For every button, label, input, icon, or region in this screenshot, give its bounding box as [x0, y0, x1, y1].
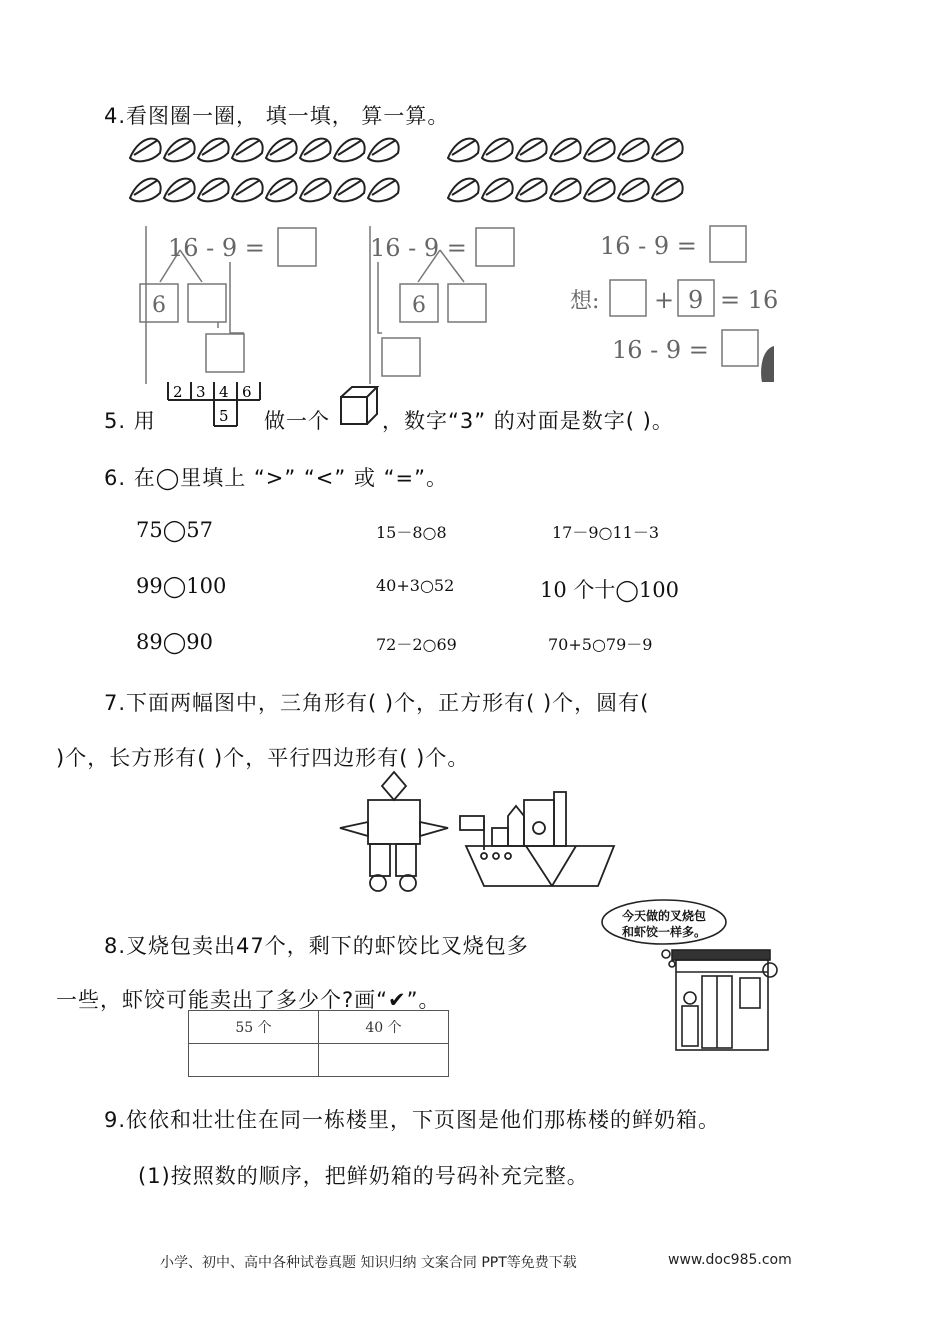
- answer-cell-40[interactable]: [319, 1044, 449, 1077]
- q7-line-2: )个，长方形有( )个，平行四边形有( )个。: [56, 746, 470, 770]
- q8-line-2: 一些，虾饺可能卖出了多少个?画“✔”。: [56, 988, 441, 1012]
- q4-eq3-think-result: = 16: [720, 286, 779, 314]
- net-face-2: 3: [196, 383, 206, 401]
- q4-eq3-text: 16 - 9 =: [600, 232, 697, 260]
- q6-title: 6. 在◯里填上 “>” “<” 或 “=”。: [104, 466, 448, 490]
- page-corner-shape: [761, 346, 774, 382]
- q9-line-1: 9.依依和壮壮住在同一栋楼里，下页图是他们那栋楼的鲜奶箱。: [104, 1108, 721, 1132]
- q6-item-3: 17－9○11－3: [552, 523, 660, 542]
- leaf-group-right: [448, 139, 683, 202]
- boat-square: [524, 800, 554, 846]
- q6-item-8: 72－2○69: [376, 635, 457, 654]
- q6-item-1: 75◯57: [136, 518, 213, 542]
- footer-url[interactable]: www.doc985.com: [668, 1252, 792, 1268]
- q4-eq3-again: 16 - 9 =: [612, 336, 709, 364]
- net-face-5: 5: [219, 407, 229, 425]
- q5-cube-net: [164, 380, 264, 430]
- q4-title: 4.看图圈一圈， 填一填， 算一算。: [104, 104, 450, 128]
- bubble-text-1: 今天做的叉烧包: [622, 909, 707, 923]
- q8-answer-table: [188, 1010, 449, 1077]
- q4-eq3-think-nine: 9: [688, 286, 704, 314]
- q4-eq1-box-a: 6: [152, 293, 166, 318]
- q4-eq1-text: 16 - 9 =: [168, 234, 265, 262]
- q4-eq3-think-plus: +: [654, 286, 675, 314]
- robot-left-wheel: [370, 875, 386, 891]
- q7-line-1: 7.下面两幅图中，三角形有( )个，正方形有( )个，圆有(: [104, 691, 650, 715]
- q5-middle: 做一个: [264, 409, 330, 433]
- q8-shop-illustration: [600, 898, 790, 1054]
- robot-right-wheel: [400, 875, 416, 891]
- net-face-1: 2: [173, 383, 183, 401]
- q4-eq2-box-b: 6: [412, 293, 426, 318]
- q8-line-1: 8.叉烧包卖出47个，剩下的虾饺比叉烧包多: [104, 934, 529, 958]
- q4-eq3-think-label: 想:: [570, 289, 600, 314]
- cube-icon: [338, 384, 380, 428]
- q5-prefix: 5. 用: [104, 409, 156, 433]
- q9-sub-1: (1)按照数的顺序，把鲜奶箱的号码补充完整。: [138, 1164, 589, 1188]
- leaf-group-left: [130, 139, 399, 202]
- option-55: 55 个: [189, 1011, 319, 1044]
- q6-item-4: 99◯100: [136, 574, 227, 598]
- footer-text: 小学、初中、高中各种试卷真题 知识归纳 文案合同 PPT等免费下载: [160, 1255, 577, 1271]
- q6-item-6: 10 个十◯100: [540, 578, 679, 602]
- robot-left-arm: [340, 822, 368, 836]
- q6-item-7: 89◯90: [136, 630, 213, 654]
- robot-left-leg: [370, 844, 390, 876]
- boat-flag: [460, 816, 484, 830]
- q4-figure: [120, 128, 800, 388]
- bubble-text-2: 和虾饺一样多。: [622, 925, 707, 939]
- q6-item-9: 70+5○79－9: [548, 635, 653, 654]
- answer-cell-55[interactable]: [189, 1044, 319, 1077]
- net-face-3: 4: [219, 383, 229, 401]
- q4-eq2-text: 16 - 9 =: [370, 234, 467, 262]
- boat-small-rect: [492, 828, 508, 846]
- net-face-4: 6: [242, 383, 252, 401]
- q6-item-2: 15－8○8: [376, 523, 447, 542]
- robot-right-arm: [420, 822, 448, 836]
- robot-body-square: [368, 800, 420, 844]
- q7-shapes-figure: [336, 770, 616, 894]
- q5-suffix: ，数字“3” 的对面是数字( )。: [382, 409, 674, 433]
- robot-head-diamond: [382, 772, 406, 800]
- robot-right-leg: [396, 844, 416, 876]
- q6-item-5: 40+3○52: [376, 576, 455, 595]
- option-40: 40 个: [319, 1011, 449, 1044]
